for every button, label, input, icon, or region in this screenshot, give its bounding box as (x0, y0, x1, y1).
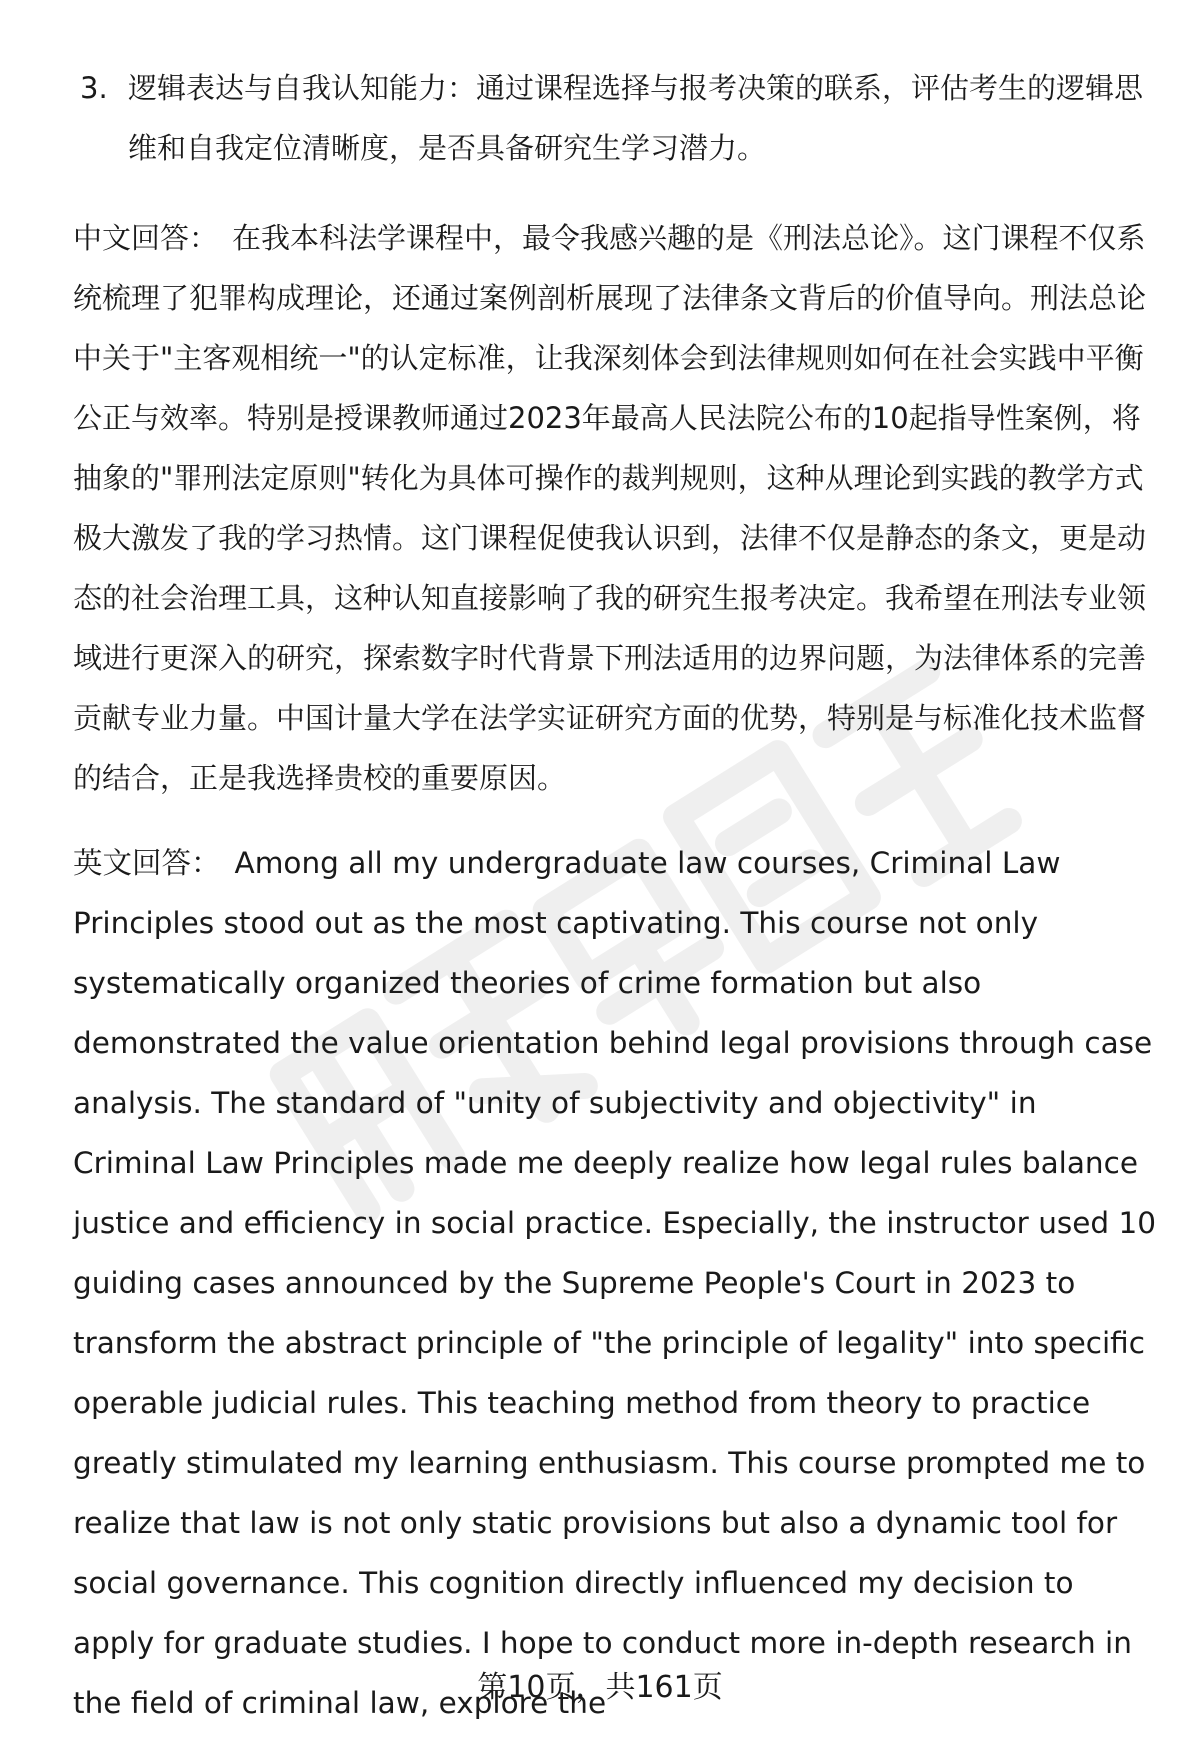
english-answer-label: 英文回答： (73, 846, 221, 880)
page-number-footer: 第10页，共161页 (477, 1670, 723, 1705)
list-item-number: 3. (80, 71, 108, 105)
english-answer-text: Among all my undergraduate law courses, Criminal Law Principles stood out as the most captivating. This course not only systematically organized theories of crime formation but also demonstrated the value orientation behind legal provisions through case analysis. The standard of "unity of subjectivity and objectivity" in Criminal Law Principles made me deeply realize how legal rules balance justice and efficiency in social practice. Especially, the instructor used 10 guiding cases announced by the Supreme People's Court in 2023 to transform the abstract principle of "the principle of legality" into specific operable judicial rules. This teaching method from theory to practice greatly stimulated my learning enthusiasm. This course prompted me to realize that law is not only static provisions but also a dynamic tool for social governance. This cognition directly influenced my decision to apply for graduate studies. I hope to conduct more in-depth research in the field of criminal law, explore the (73, 846, 1157, 1720)
chinese-answer-text: 在我本科法学课程中，最令我感兴趣的是《刑法总论》。这门课程不仅系统梳理了犯罪构成理论，还通过案例剖析展现了法律条文背后的价值导向。刑法总论中关于"主客观相统一"的认定标准，让我深刻体会到法律规则如何在社会实践中平衡公正与效率。特别是授课教师通过2023年最高人民法院公布的10起指导性案例，将抽象的"罪刑法定原则"转化为具体可操作的裁判规则，这种从理论到实践的教学方式极大激发了我的学习热情。这门课程促使我认识到，法律不仅是静态的条文，更是动态的社会治理工具，这种认知直接影响了我的研究生报考决定。我希望在刑法专业领域进行更深入的研究，探索数字时代背景下刑法适用的边界问题，为法律体系的完善贡献专业力量。中国计量大学在法学实证研究方面的优势，特别是与标准化技术监督的结合，正是我选择贵校的重要原因。 (73, 221, 1147, 795)
chinese-answer-paragraph (73, 208, 1158, 808)
chinese-answer-label: 中文回答： (73, 221, 219, 255)
list-item-text: 逻辑表达与自我认知能力：通过课程选择与报考决策的联系，评估考生的逻辑思维和自我定位清晰度，是否具备研究生学习潜力。 (128, 71, 1144, 165)
english-answer-paragraph (73, 833, 1158, 1733)
criteria-list-item (80, 58, 1160, 178)
